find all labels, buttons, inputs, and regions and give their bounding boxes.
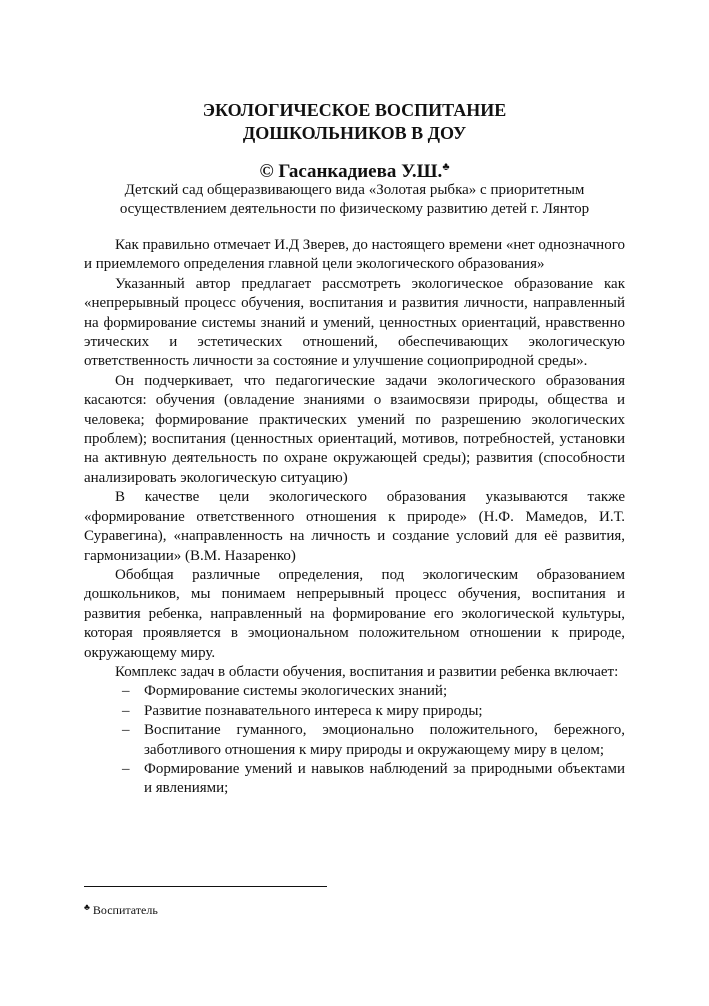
title-line-2: ДОШКОЛЬНИКОВ В ДОУ: [242, 123, 467, 143]
article-title: [84, 99, 625, 145]
author-name: © Гасанкадиева У.Ш.: [259, 161, 443, 182]
title-line-1: ЭКОЛОГИЧЕСКОЕ ВОСПИТАНИЕ: [202, 100, 507, 120]
paragraph: Как правильно отмечает И.Д Зверев, до настоящего времени «нет однозначного и приемлемого определения главной цели экологического образования»: [84, 237, 625, 273]
list-item: [84, 760, 625, 799]
footnote-mark: ♣: [84, 902, 90, 912]
list-item: [84, 721, 625, 760]
affiliation-line-2: осуществлением деятельности по физическому развитию детей г. Лянтор: [119, 201, 590, 217]
dash-bullet: –: [122, 683, 130, 700]
paragraph: Комплекс задач в области обучения, воспитания и развитии ребенка включает:: [115, 663, 619, 680]
dash-bullet: –: [122, 722, 130, 739]
list-item-text: Воспитание гуманного, эмоционально положительного, бережного, заботливого отношения к миру природы и окружающему миру в целом;: [144, 722, 625, 758]
affiliation-line-1: Детский сад общеразвивающего вида «Золотая рыбка» с приоритетным: [124, 182, 585, 198]
footnote: [84, 899, 158, 918]
article-body: [84, 236, 625, 799]
paragraph: Указанный автор предлагает рассмотреть экологическое образование как «непрерывный процесс обучения, воспитания и развития личности, направленный на формирование системы знаний и умений, ценностных ориентаций, нравственно этических и эстетических отношений, обеспечивающих экологическую ответственность личности за состояние и улучшение социоприродной среды».: [84, 275, 625, 370]
affiliation: [84, 181, 625, 219]
author-line: [84, 155, 625, 184]
footnote-text: Воспитатель: [92, 903, 158, 917]
paragraph: Он подчеркивает, что педагогические задачи экологического образования касаются: обучения (овладение знаниями о взаимосвязи природы, общества и человека; формирование практических умений по разрешению экологических проблем); воспитания (ценностных ориентаций, мотивов, потребностей, установки на активную деятельность по охране окружающей среды); развития (способности анализировать экологическую ситуацию): [84, 372, 625, 486]
paragraph: Обобщая различные определения, под экологическим образованием дошкольников, мы понимаем непрерывный процесс обучения, воспитания и развития ребенка, направленный на формирование его экологической культуры, которая проявляется в эмоциональном положительном отношении к природе, окружающему миру.: [84, 566, 625, 661]
footnote-divider: [84, 886, 327, 887]
footnote-ref-mark: ♣: [442, 161, 450, 173]
list-item: [84, 702, 625, 721]
list-item: [84, 682, 625, 701]
dash-bullet: –: [122, 702, 130, 719]
list-item-text: Развитие познавательного интереса к миру природы;: [144, 702, 483, 719]
task-list: [84, 682, 625, 798]
dash-bullet: –: [122, 760, 130, 777]
list-item-text: Формирование умений и навыков наблюдений за природными объектами и явлениями;: [144, 760, 625, 797]
paragraph: В качестве цели экологического образования указываются также «формирование ответственного отношения к природе» (Н.Ф. Мамедов, И.Т. Суравегина), «направленность на личность и создание условий для её развития, гармонизации» (В.М. Назаренко): [84, 489, 625, 564]
list-item-text: Формирование системы экологических знаний;: [144, 683, 448, 700]
